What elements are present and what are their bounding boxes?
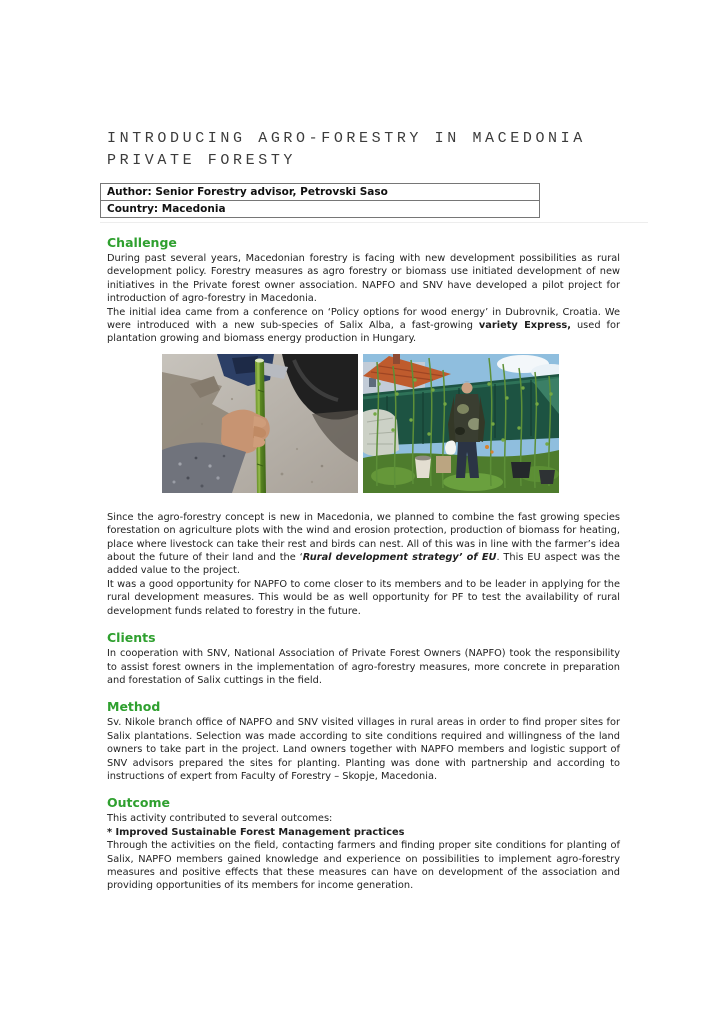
paragraph-challenge-3: Since the agro-forestry concept is new in Macedonia, we planned to combine the fast growing species forestation on agriculture plots with the wind and erosion protection, production of biomass for heating, place where livestock can take their rest and birds can nest. All of this was in line with the farmer’s idea about the future of their land and the ‘Rural development strategy’ of EU. This EU aspect was the added value to the project.: [107, 511, 620, 577]
document-content: [107, 128, 620, 893]
country-cell: Country: Macedonia: [101, 201, 540, 218]
section-heading-method: Method: [107, 699, 161, 715]
paragraph-outcome-1: Through the activities on the field, contacting farmers and finding proper site conditions for planting of Salix, NAPFO members gained knowledge and experience on possibilities to implement agro-forestry measures and positive effects that these measures can have on development of the association and providing opportunities of its members for income generation.: [107, 840, 620, 892]
divider: [100, 222, 648, 223]
paragraph-challenge-1: During past several years, Macedonian forestry is facing with new development possibilities as rural development policy. Forestry measures as agro forestry or biomass use initiated development of new initiatives in the Private forest owner association. NAPFO and SNV have developed a pilot project for introduction of agro-forestry in Macedonia.: [107, 253, 620, 305]
section-heading-clients: Clients: [107, 630, 156, 646]
paragraph-challenge-2: The initial idea came from a conference on ‘Policy options for wood energy’ in Dubrovnik, Croatia. We were introduced with a new sub-species of Salix Alba, a fast-growing variety Express, used for plantation growing and biomass energy production in Hungary.: [107, 306, 620, 345]
author-cell: Author: Senior Forestry advisor, Petrovski Saso: [101, 184, 540, 201]
photo-farmer-plantation: [363, 354, 559, 493]
country-row: [101, 201, 540, 218]
section-heading-challenge: Challenge: [107, 235, 177, 250]
outcome-subheading: * Improved Sustainable Forest Management practices: [107, 826, 405, 838]
page-title-line2: PRIVATE FORESTY: [107, 152, 297, 169]
author-row: [101, 184, 540, 201]
photo-salix-cutting: [162, 354, 358, 493]
paragraph-outcome-intro: This activity contributed to several outcomes:: [107, 813, 333, 825]
page-title-line1: INTRODUCING AGRO-FORESTRY IN MACEDONIA: [107, 130, 586, 147]
page-title: [107, 128, 620, 172]
section-heading-outcome: Outcome: [107, 795, 171, 811]
paragraph-clients-1: In cooperation with SNV, National Association of Private Forest Owners (NAPFO) took the responsibility to assist forest owners in the implementation of agro-forestry measures, more concrete in preparation and forestation of Salix cuttings in the field.: [107, 648, 620, 686]
author-table: [100, 183, 540, 218]
photo-row: [162, 354, 620, 493]
paragraph-challenge-4: It was a good opportunity for NAPFO to come closer to its members and to be leader in applying for the rural development measures. This would be as well opportunity for PF to test the availability of rural development funds related to forestry in the future.: [107, 578, 620, 617]
paragraph-method-1: Sv. Nikole branch office of NAPFO and SNV visited villages in rural areas in order to find proper sites for Salix plantations. Selection was made according to site conditions required and willingness of the land owners to take part in the project. Land owners together with NAPFO members and logistic support of SNV advisors prepared the sites for planting. Planting was done with partnership and according to instructions of expert from Faculty of Forestry – Skopje, Macedonia.: [107, 717, 620, 782]
